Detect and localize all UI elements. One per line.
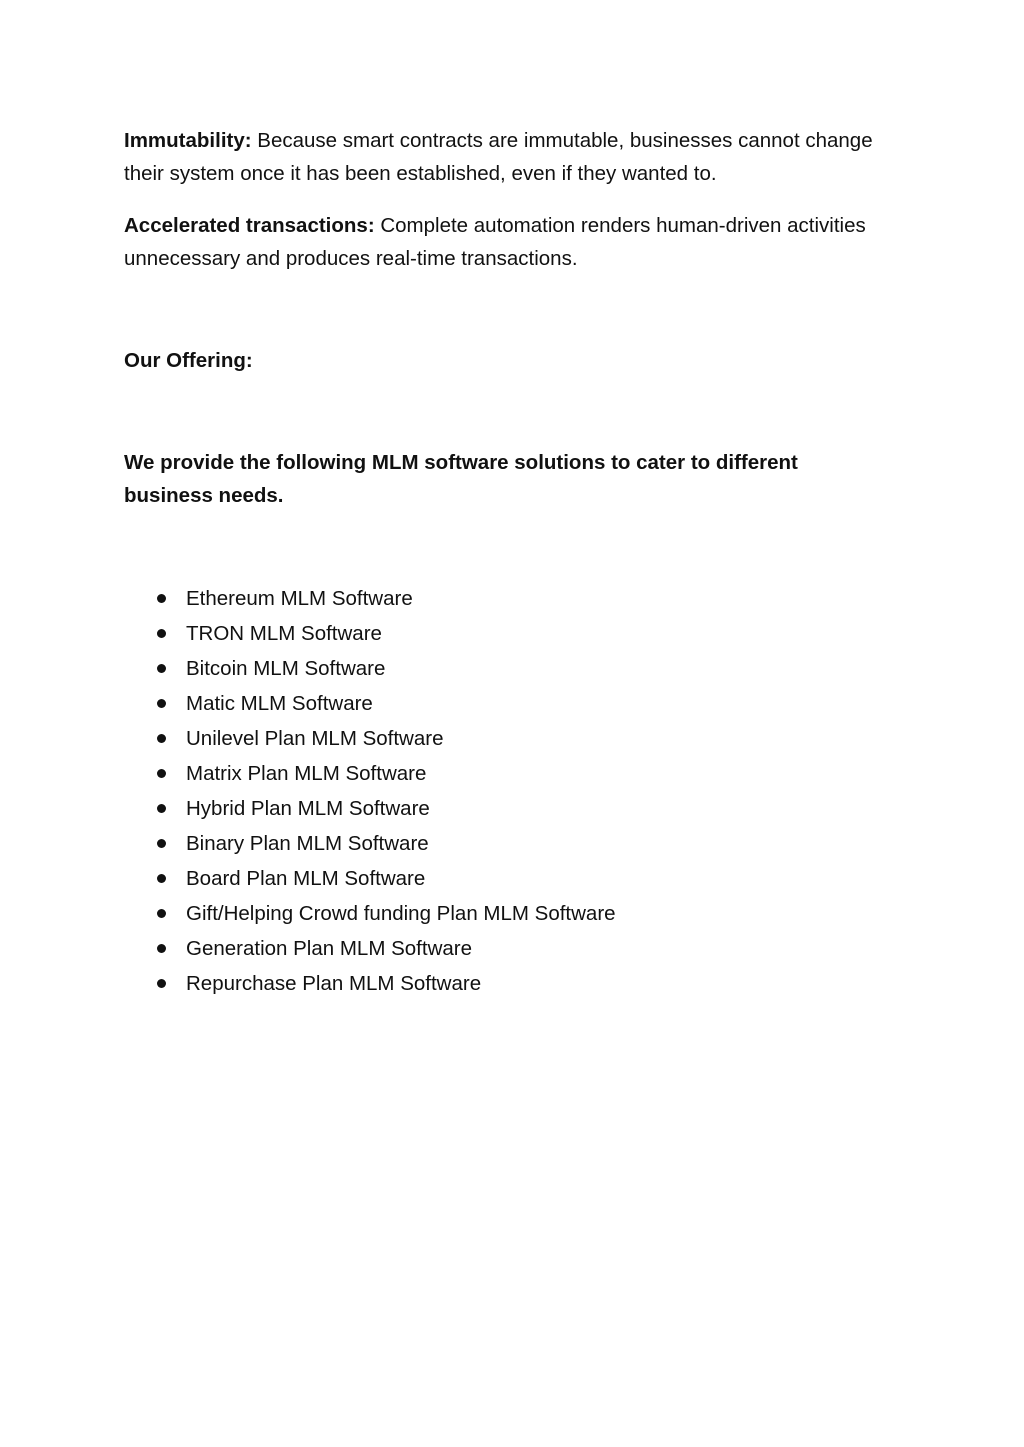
list-item (124, 826, 874, 861)
list-item (124, 931, 874, 966)
list-item (124, 861, 874, 896)
list-item (124, 581, 874, 616)
solutions-list (124, 581, 874, 1001)
bullet-icon (157, 734, 166, 743)
list-item-label: Binary Plan MLM Software (186, 832, 429, 855)
bullet-icon (157, 664, 166, 673)
list-item-label: Generation Plan MLM Software (186, 937, 472, 960)
bullet-icon (157, 944, 166, 953)
list-item (124, 686, 874, 721)
list-item (124, 966, 874, 1001)
bullet-icon (157, 769, 166, 778)
bullet-icon (157, 629, 166, 638)
list-item-label: Unilevel Plan MLM Software (186, 727, 444, 750)
accelerated-transactions-text: Complete automation renders human-driven activities unnecessary and produces real-time transactions. (124, 214, 866, 270)
list-item-label: Matrix Plan MLM Software (186, 762, 427, 785)
list-item (124, 756, 874, 791)
list-item (124, 651, 874, 686)
bullet-icon (157, 909, 166, 918)
list-item (124, 791, 874, 826)
bullet-icon (157, 874, 166, 883)
list-item-label: Ethereum MLM Software (186, 587, 413, 610)
solutions-intro-heading: We provide the following MLM software solutions to cater to different business needs. (124, 451, 798, 507)
immutability-paragraph (124, 124, 874, 190)
immutability-term: Immutability: (124, 129, 252, 152)
list-item-label: Board Plan MLM Software (186, 867, 426, 890)
list-item (124, 896, 874, 931)
list-item-label: Bitcoin MLM Software (186, 657, 386, 680)
bullet-icon (157, 839, 166, 848)
list-item-label: Gift/Helping Crowd funding Plan MLM Software (186, 902, 616, 925)
accelerated-transactions-paragraph (124, 209, 874, 275)
bullet-icon (157, 979, 166, 988)
bullet-icon (157, 804, 166, 813)
immutability-text: Because smart contracts are immutable, businesses cannot change their system once it has been established, even if they wanted to. (124, 129, 873, 185)
bullet-icon (157, 699, 166, 708)
list-item (124, 616, 874, 651)
bullet-icon (157, 594, 166, 603)
list-item-label: TRON MLM Software (186, 622, 382, 645)
list-item-label: Repurchase Plan MLM Software (186, 972, 482, 995)
accelerated-transactions-term: Accelerated transactions: (124, 214, 375, 237)
list-item-label: Matic MLM Software (186, 692, 373, 715)
our-offering-heading: Our Offering: (124, 349, 253, 372)
list-item (124, 721, 874, 756)
list-item-label: Hybrid Plan MLM Software (186, 797, 430, 820)
